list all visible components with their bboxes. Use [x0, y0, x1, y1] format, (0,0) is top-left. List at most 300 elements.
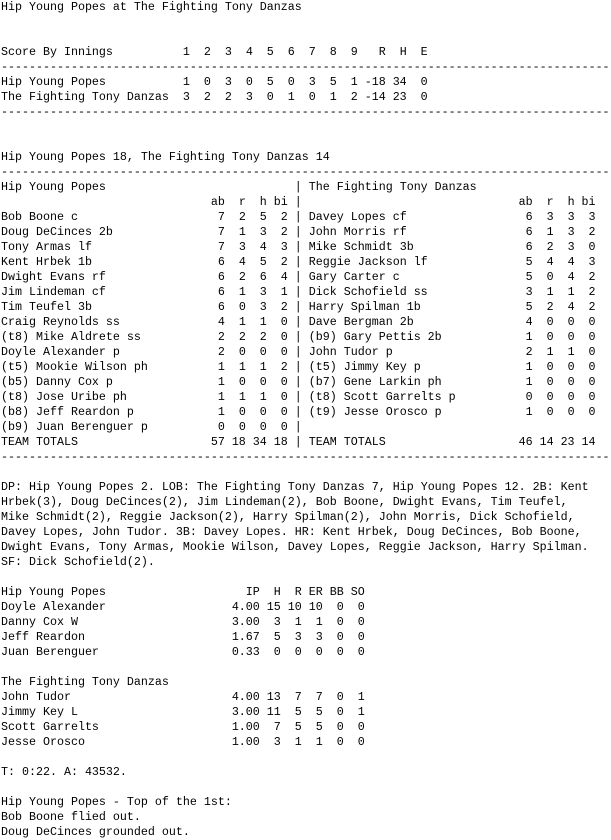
stat-value: 23: [560, 435, 575, 449]
stat-value: 2: [546, 300, 554, 314]
column-divider: |: [294, 180, 302, 194]
stat-value: 1: [525, 330, 533, 344]
box-totals-row: [1, 435, 611, 450]
stat-value: 0: [280, 390, 288, 404]
column-divider: |: [294, 315, 302, 329]
stat-value: 0: [280, 315, 288, 329]
inning-header: 8: [329, 45, 337, 59]
right-team-name: The Fighting Tony Danzas: [308, 180, 477, 194]
pbp-heading-line: [1, 795, 611, 810]
box-player-row: [1, 345, 611, 360]
pitching-stat: 1: [294, 615, 302, 629]
pitching-stat: 4.00: [231, 690, 260, 704]
player-name: TEAM TOTALS: [1, 435, 78, 449]
stat-value: 0: [280, 375, 288, 389]
stat-value: 2: [238, 210, 246, 224]
stat-value: 2: [525, 345, 533, 359]
separator: ---------------------------------------------------------------------------------------: [1, 60, 610, 74]
stat-value: 0: [238, 405, 246, 419]
box-stat-header: [1, 195, 611, 210]
stat-value: 0: [259, 405, 267, 419]
stat-header: h: [259, 195, 267, 209]
stat-header: r: [546, 195, 554, 209]
stat-value: 0: [567, 330, 575, 344]
stat-value: 5: [259, 255, 267, 269]
final-score-line: [1, 150, 611, 165]
player-name: Gary Carter c: [308, 270, 400, 284]
stat-value: 4: [546, 255, 554, 269]
pitching-stat: 5: [315, 720, 323, 734]
stat-value: 0: [259, 375, 267, 389]
inning-header: 5: [266, 45, 274, 59]
stat-value: 2: [217, 345, 225, 359]
stat-value: 0: [588, 240, 596, 254]
inning-header: 3: [224, 45, 232, 59]
stat-value: 0: [588, 405, 596, 419]
pitching-stat: 0: [357, 645, 365, 659]
stat-value: 4: [567, 255, 575, 269]
stat-value: 0: [567, 390, 575, 404]
column-divider: |: [294, 405, 302, 419]
stat-value: 0: [238, 375, 246, 389]
stat-value: 7: [217, 240, 225, 254]
player-name: (t5) Mookie Wilson ph: [1, 360, 148, 374]
stat-value: 2: [280, 360, 288, 374]
notes-line: [1, 480, 611, 495]
column-divider: |: [294, 270, 302, 284]
stat-value: 1: [259, 360, 267, 374]
player-name: (t8) Mike Aldrete ss: [1, 330, 141, 344]
player-name: Craig Reynolds ss: [1, 315, 120, 329]
stat-value: 3: [546, 210, 554, 224]
pitcher-row: [1, 630, 611, 645]
pitching-team-name: Hip Young Popes: [1, 585, 106, 599]
stat-value: 2: [280, 210, 288, 224]
game-notes: Hrbek(3), Doug DeCinces(2), Jim Lindeman(2), Bob Boone, Dwight Evans, Tim Teufel,: [1, 495, 568, 509]
stat-value: 0: [546, 360, 554, 374]
blank-line: [1, 780, 611, 795]
pitching-stat: 0: [336, 630, 344, 644]
linescore-label: Score By Innings: [1, 45, 113, 59]
stat-value: 1: [280, 285, 288, 299]
stat-value: 0: [567, 405, 575, 419]
blank-line: [1, 465, 611, 480]
pitcher-row: [1, 735, 611, 750]
box-player-row: [1, 405, 611, 420]
stat-value: 6: [217, 285, 225, 299]
stat-value: 2: [259, 330, 267, 344]
stat-value: 0: [588, 345, 596, 359]
pitching-header: [1, 675, 611, 690]
game-notes: DP: Hip Young Popes 2. LOB: The Fighting Tony Danzas 7, Hip Young Popes 12. 2B: Kent: [1, 480, 589, 494]
notes-line: [1, 510, 611, 525]
stat-value: 1: [567, 345, 575, 359]
pitching-stat: 1: [315, 615, 323, 629]
stat-header: r: [238, 195, 246, 209]
inning-header: 1: [182, 45, 190, 59]
pitching-stat-header: H: [273, 585, 281, 599]
player-name: Doyle Alexander p: [1, 345, 120, 359]
column-divider: |: [294, 330, 302, 344]
stat-value: 0: [588, 375, 596, 389]
stat-value: 1: [525, 375, 533, 389]
separator: ---------------------------------------------------------------------------------------: [1, 105, 610, 119]
player-name: Dick Schofield ss: [308, 285, 428, 299]
game-info-line: [1, 765, 611, 780]
inning-header: 6: [287, 45, 295, 59]
stat-header: h: [567, 195, 575, 209]
inning-runs: 3: [245, 90, 253, 104]
inning-runs: 1: [329, 90, 337, 104]
pitching-stat: 3: [315, 630, 323, 644]
stat-value: 3: [259, 300, 267, 314]
pitching-stat: 11: [266, 705, 281, 719]
stat-value: 4: [525, 315, 533, 329]
pitching-stat: 3.00: [231, 705, 260, 719]
stat-value: 0: [567, 360, 575, 374]
pitching-stat: 3.00: [231, 615, 260, 629]
player-name: Kent Hrbek 1b: [1, 255, 92, 269]
stat-value: 46: [518, 435, 533, 449]
final-score: Hip Young Popes 18, The Fighting Tony Danzas 14: [1, 150, 330, 164]
inning-runs: 2: [350, 90, 358, 104]
stat-value: 1: [567, 285, 575, 299]
player-name: (t5) Jimmy Key p: [308, 360, 421, 374]
stat-value: 0: [280, 345, 288, 359]
player-name: (b9) Juan Berenguer p: [1, 420, 148, 434]
pitching-stat: 0: [315, 645, 323, 659]
pitching-stat: 5: [273, 630, 281, 644]
box-player-row: [1, 315, 611, 330]
pitching-stat: 0: [357, 615, 365, 629]
box-player-row: [1, 285, 611, 300]
stat-value: 2: [588, 300, 596, 314]
runs-header: R: [378, 45, 386, 59]
stat-value: 1: [259, 390, 267, 404]
team-name: Hip Young Popes: [1, 75, 106, 89]
stat-value: 6: [525, 210, 533, 224]
pitcher-name: Doyle Alexander: [1, 600, 106, 614]
inning-runs: 0: [203, 75, 211, 89]
total-errors: 0: [420, 90, 428, 104]
blank-line: [1, 750, 611, 765]
pitching-stat: 0: [357, 720, 365, 734]
stat-value: 1: [217, 375, 225, 389]
column-divider: |: [294, 435, 302, 449]
stat-value: 2: [280, 225, 288, 239]
game-info: T: 0:22. A: 43532.: [1, 765, 127, 779]
stat-value: 2: [588, 285, 596, 299]
player-name: Tony Armas lf: [1, 240, 92, 254]
pitching-stat: 1: [357, 705, 365, 719]
stat-value: 2: [588, 270, 596, 284]
game-notes: Davey Lopes, John Tudor. 3B: Davey Lopes. HR: Kent Hrbek, Doug DeCinces, Bob Boone,: [1, 525, 582, 539]
box-player-row: [1, 270, 611, 285]
stat-value: 7: [217, 225, 225, 239]
stat-value: 6: [525, 240, 533, 254]
pitching-stat: 7: [273, 720, 281, 734]
stat-value: 1: [525, 405, 533, 419]
stat-value: 0: [567, 315, 575, 329]
stat-value: 0: [217, 420, 225, 434]
pitching-header: [1, 585, 611, 600]
pitcher-row: [1, 600, 611, 615]
stat-value: 3: [259, 225, 267, 239]
player-name: TEAM TOTALS: [308, 435, 386, 449]
pitching-stat: 7: [294, 690, 302, 704]
box-player-row: [1, 375, 611, 390]
inning-header: 2: [203, 45, 211, 59]
player-name: Dwight Evans rf: [1, 270, 106, 284]
pitching-stat: 0: [336, 720, 344, 734]
inning-runs: 2: [224, 90, 232, 104]
stat-value: 4: [238, 255, 246, 269]
total-hits: 23: [392, 90, 407, 104]
separator: ---------------------------------------------------------------------------------------: [1, 165, 610, 179]
blank-line: [1, 660, 611, 675]
pitching-stat: 1: [357, 690, 365, 704]
inning-header: 9: [350, 45, 358, 59]
blank-line: [1, 15, 611, 30]
pitching-stat: 0: [357, 600, 365, 614]
stat-value: 3: [588, 210, 596, 224]
stat-value: 6: [217, 270, 225, 284]
column-divider: |: [294, 345, 302, 359]
pitching-stat: 15: [266, 600, 281, 614]
stat-value: 0: [238, 345, 246, 359]
pitching-stat: 5: [294, 705, 302, 719]
stat-value: 1: [546, 225, 554, 239]
linescore-header: [1, 45, 611, 60]
box-player-row: [1, 420, 611, 435]
stat-value: 0: [546, 405, 554, 419]
total-errors: 0: [420, 75, 428, 89]
pitching-stat: 0: [357, 735, 365, 749]
hits-header: H: [399, 45, 407, 59]
inning-runs: 0: [287, 75, 295, 89]
notes-line: [1, 540, 611, 555]
column-divider: |: [294, 285, 302, 299]
stat-value: 2: [280, 300, 288, 314]
stat-value: 3: [588, 255, 596, 269]
stat-value: 2: [280, 255, 288, 269]
pitcher-name: Jesse Orosco: [1, 735, 85, 749]
column-divider: |: [294, 300, 302, 314]
total-hits: 34: [392, 75, 407, 89]
inning-runs: 3: [224, 75, 232, 89]
player-name: (t8) Jose Uribe ph: [1, 390, 127, 404]
player-name: Tim Teufel 3b: [1, 300, 92, 314]
pitching-stat: 1.00: [231, 720, 260, 734]
player-name: (b5) Danny Cox p: [1, 375, 113, 389]
stat-value: 0: [588, 330, 596, 344]
player-name: (t9) Jesse Orosco p: [308, 405, 442, 419]
box-player-row: [1, 225, 611, 240]
errors-header: E: [420, 45, 428, 59]
box-player-row: [1, 240, 611, 255]
stat-value: 0: [259, 345, 267, 359]
stat-header: ab: [210, 195, 225, 209]
play-description: Bob Boone flied out.: [1, 810, 141, 824]
stat-value: 3: [280, 240, 288, 254]
stat-value: 0: [546, 330, 554, 344]
stat-value: 0: [546, 375, 554, 389]
stat-value: 2: [546, 240, 554, 254]
box-player-row: [1, 390, 611, 405]
box-player-row: [1, 360, 611, 375]
stat-header: bi: [273, 195, 288, 209]
pitching-stat: 3: [273, 615, 281, 629]
play-line: [1, 810, 611, 825]
pitching-stat-header: SO: [350, 585, 365, 599]
separator: ---------------------------------------------------------------------------------------: [1, 450, 610, 464]
pitching-stat: 5: [315, 705, 323, 719]
player-name: (b8) Jeff Reardon p: [1, 405, 134, 419]
stat-value: 6: [525, 225, 533, 239]
stat-value: 4: [567, 300, 575, 314]
stat-value: 1: [217, 390, 225, 404]
left-team-name: Hip Young Popes: [1, 180, 106, 194]
player-name: Reggie Jackson lf: [308, 255, 428, 269]
player-name: (t8) Scott Garrelts p: [308, 390, 456, 404]
stat-value: 7: [217, 210, 225, 224]
stat-header: bi: [581, 195, 596, 209]
column-divider: |: [294, 225, 302, 239]
player-name: Bob Boone c: [1, 210, 78, 224]
stat-value: 6: [217, 255, 225, 269]
stat-value: 2: [238, 270, 246, 284]
pitching-stat: 0: [294, 645, 302, 659]
stat-value: 6: [259, 270, 267, 284]
pitching-stat: 3: [273, 735, 281, 749]
pitching-stat: 13: [266, 690, 281, 704]
player-name: John Tudor p: [308, 345, 393, 359]
pitching-stat: 3: [294, 630, 302, 644]
stat-value: 0: [588, 315, 596, 329]
stat-value: 1: [238, 225, 246, 239]
inning-runs: 3: [308, 75, 316, 89]
pitching-stat: 7: [315, 690, 323, 704]
notes-line: [1, 495, 611, 510]
stat-value: 2: [588, 225, 596, 239]
total-runs: -14: [364, 90, 386, 104]
stat-value: 0: [280, 420, 288, 434]
stat-value: 5: [525, 255, 533, 269]
blank-line: [1, 120, 611, 135]
pitching-stat: 1.67: [231, 630, 260, 644]
separator-line: [1, 60, 611, 75]
separator-line: [1, 105, 611, 120]
pitching-team-name: The Fighting Tony Danzas: [1, 675, 169, 689]
stat-value: 3: [525, 285, 533, 299]
inning-header: 7: [308, 45, 316, 59]
stat-value: 1: [525, 360, 533, 374]
play-description: Doug DeCinces grounded out.: [1, 825, 190, 839]
pitching-stat: 1.00: [231, 735, 260, 749]
pitching-stat-header: BB: [329, 585, 344, 599]
blank-line: [1, 135, 611, 150]
player-name: Doug DeCinces 2b: [1, 225, 113, 239]
stat-value: 14: [539, 435, 554, 449]
player-name: Davey Lopes cf: [308, 210, 407, 224]
pitching-stat: 0: [336, 600, 344, 614]
game-notes: SF: Dick Schofield(2).: [1, 555, 155, 569]
player-name: John Morris rf: [308, 225, 407, 239]
game-notes: Mike Schmidt(2), Reggie Jackson(2), Harry Spilman(2), John Morris, Dick Schofield,: [1, 510, 575, 524]
pitching-stat-header: R: [294, 585, 302, 599]
stat-value: 14: [581, 435, 596, 449]
inning-runs: 3: [182, 90, 190, 104]
stat-value: 18: [231, 435, 246, 449]
inning-runs: 1: [182, 75, 190, 89]
stat-header: ab: [518, 195, 533, 209]
stat-value: 1: [238, 315, 246, 329]
pitcher-name: Juan Berenguer: [1, 645, 99, 659]
half-inning-heading: Hip Young Popes - Top of the 1st:: [1, 795, 232, 809]
stat-value: 6: [217, 300, 225, 314]
stat-value: 0: [588, 390, 596, 404]
player-name: Jim Lindeman cf: [1, 285, 106, 299]
stat-value: 5: [525, 300, 533, 314]
column-divider: |: [294, 210, 302, 224]
pitcher-name: Jeff Reardon: [1, 630, 85, 644]
stat-value: 4: [567, 270, 575, 284]
pitching-stat: 0: [336, 690, 344, 704]
stat-value: 1: [546, 285, 554, 299]
column-divider: |: [294, 360, 302, 374]
pitching-stat-header: ER: [308, 585, 323, 599]
box-player-row: [1, 330, 611, 345]
column-divider: |: [294, 390, 302, 404]
stat-value: 0: [546, 390, 554, 404]
pitcher-row: [1, 720, 611, 735]
pitcher-name: Danny Cox W: [1, 615, 78, 629]
stat-value: 18: [273, 435, 288, 449]
inning-runs: 0: [308, 90, 316, 104]
stat-value: 3: [567, 210, 575, 224]
stat-value: 1: [217, 405, 225, 419]
player-name: Mike Schmidt 3b: [308, 240, 414, 254]
stat-value: 1: [217, 360, 225, 374]
pitcher-row: [1, 615, 611, 630]
box-player-row: [1, 210, 611, 225]
player-name: Harry Spilman 1b: [308, 300, 421, 314]
stat-value: 0: [588, 360, 596, 374]
stat-value: 0: [280, 330, 288, 344]
game-title: Hip Young Popes at The Fighting Tony Danzas: [1, 0, 302, 14]
separator-line: [1, 450, 611, 465]
pitcher-name: Scott Garrelts: [1, 720, 99, 734]
pitching-stat: 0: [336, 645, 344, 659]
title-line: [1, 0, 611, 15]
pitching-stat: 10: [308, 600, 323, 614]
stat-value: 34: [252, 435, 267, 449]
box-player-row: [1, 300, 611, 315]
blank-line: [1, 570, 611, 585]
pitching-stat: 0: [336, 735, 344, 749]
stat-value: 3: [567, 225, 575, 239]
stat-value: 1: [238, 285, 246, 299]
linescore-row: [1, 90, 611, 105]
pitching-stat: 4.00: [231, 600, 260, 614]
pitching-stat: 0: [273, 645, 281, 659]
stat-value: 0: [525, 390, 533, 404]
player-name: (b7) Gene Larkin ph: [308, 375, 442, 389]
column-divider: |: [294, 420, 302, 434]
stat-value: 2: [217, 330, 225, 344]
blank-line: [1, 30, 611, 45]
linescore-row: [1, 75, 611, 90]
